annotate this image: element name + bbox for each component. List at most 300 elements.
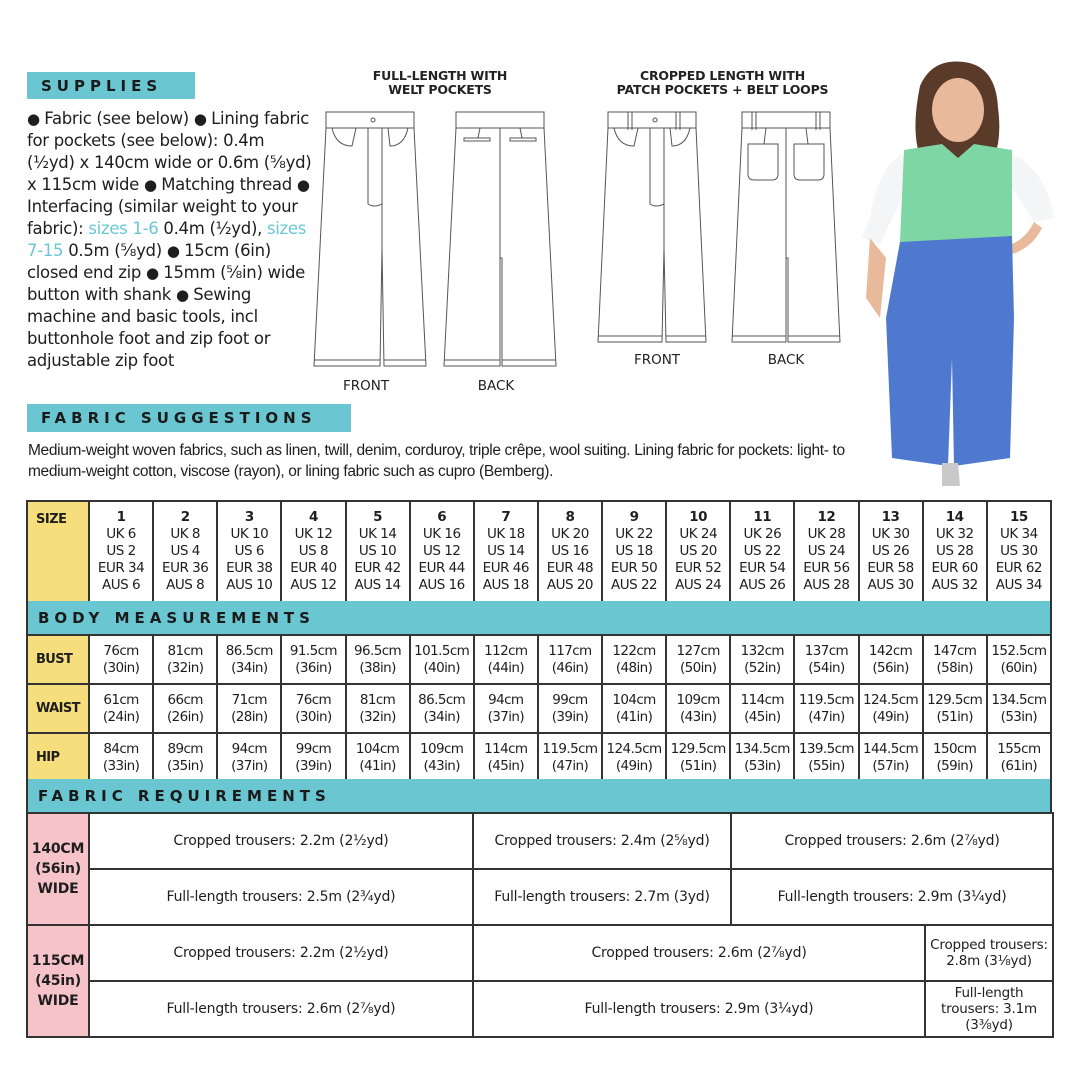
size-num: 13 [881,509,900,525]
size-aus: AUS 6 [102,577,141,593]
req-140-full-sizes-7-10: Full-length trousers: 2.7m (3yd) [473,869,731,925]
measurement-cm: 152.5cm [991,642,1047,659]
measurement-row-bust [27,635,1051,684]
measurement-in: (26in) [166,708,204,725]
measurement-cm: 71cm [231,691,267,708]
size-uk: UK 14 [358,526,397,542]
measurement-cm: 144.5cm [863,740,919,757]
measurement-in: (41in) [615,708,653,725]
measurement-cell [538,733,602,782]
measurement-cm: 86.5cm [418,691,466,708]
measurement-cell [859,684,923,733]
measurement-cm: 155cm [997,740,1041,757]
measurement-in: (30in) [295,708,332,725]
size-cell-6 [410,501,474,602]
size-uk: UK 22 [615,526,653,542]
bullet-icon: ● [193,110,212,128]
measurement-cell [346,684,410,733]
size-aus: AUS 14 [354,577,401,593]
size-uk: UK 34 [1000,526,1038,542]
size-num: 2 [180,509,190,525]
measurement-cm: 81cm [167,642,203,659]
cropped-back-label: BACK [767,352,805,368]
measurement-cm: 66cm [167,691,203,708]
size-num: 3 [244,509,254,525]
req-140-full-row [27,869,1053,925]
measurement-cm: 114cm [740,691,784,708]
measurement-label: BUST [27,635,89,684]
req-140-full-sizes-11-15: Full-length trousers: 2.9m (3¼yd) [731,869,1053,925]
size-aus: AUS 22 [610,577,658,593]
measurement-cm: 122cm [612,642,656,659]
measurement-in: (34in) [231,659,268,676]
cropped-title [590,69,855,97]
measurement-row-waist [27,684,1051,733]
measurement-cell [794,684,858,733]
measurement-cell [923,684,987,733]
fabric-requirements-table [26,812,1054,1038]
measurement-cm: 124.5cm [863,691,919,708]
size-range-highlight: sizes 1-6 [88,219,159,238]
full-back-label: BACK [477,378,515,394]
size-num: 14 [945,509,964,525]
size-eur: EUR 36 [162,560,209,576]
size-uk: UK 30 [871,526,910,542]
supplies-text-segment: Interfacing (similar weight to your fabric): [27,197,298,238]
size-range-highlight: sizes 7-15 [27,219,307,260]
cropped-back-sketch [726,108,846,348]
width-115-line2: (45in) [35,973,81,989]
req-115-cropped-sizes-1-6: Cropped trousers: 2.2m (2½yd) [89,925,473,981]
measurement-in: (56in) [872,659,909,676]
req-115-cropped-row [27,925,1053,981]
measurement-in: (40in) [423,659,460,676]
measurement-in: (37in) [231,757,268,774]
full-front-label: FRONT [342,378,390,394]
size-uk: UK 32 [935,526,974,542]
measurement-cm: 112cm [484,642,528,659]
measurement-in: (32in) [166,659,204,676]
bullet-icon: ● [27,110,45,128]
measurement-cm: 109cm [676,691,720,708]
measurement-in: (44in) [487,659,525,676]
size-cell-10 [666,501,730,602]
size-cell-7 [474,501,538,602]
bullet-icon: ● [146,264,164,282]
measurement-cell [730,635,794,684]
req-140-cropped-row [27,813,1053,869]
measurement-in: (51in) [679,757,717,774]
measurement-in: (43in) [679,708,717,725]
measurement-in: (35in) [166,757,204,774]
size-uk: UK 26 [743,526,782,542]
size-eur: EUR 50 [610,560,658,576]
req-115-cropped-sizes-7-14: Cropped trousers: 2.6m (2⅞yd) [473,925,925,981]
size-cell-13 [859,501,923,602]
req-115-full-size-15: Full-length trousers: 3.1m (3⅜yd) [925,981,1053,1037]
fabric-requirements-heading: FABRIC REQUIREMENTS [26,779,1052,813]
measurement-cm: 114cm [484,740,528,757]
supplies-text-segment: Matching thread [161,175,297,194]
size-uk: UK 28 [807,526,846,542]
size-us: US 26 [871,543,910,559]
measurement-cm: 91.5cm [289,642,337,659]
measurement-cell [987,684,1051,733]
size-cell-4 [281,501,345,602]
supplies-text-segment: 0.4m (½yd), [158,219,267,238]
measurement-in: (32in) [359,708,396,725]
full-length-title-line1: FULL-LENGTH WITH [372,68,508,83]
size-us: US 28 [935,543,974,559]
size-cell-15 [987,501,1051,602]
measurement-cell [730,733,794,782]
req-115-full-sizes-7-14: Full-length trousers: 2.9m (3¼yd) [473,981,925,1037]
measurement-in: (60in) [1000,659,1038,676]
model-shoe [942,463,960,486]
body-measurements-table [26,634,1052,783]
width-115-label [27,925,89,1037]
measurement-row-hip [27,733,1051,782]
measurement-in: (41in) [359,757,396,774]
width-140-line2: (56in) [35,861,81,877]
measurement-in: (61in) [1000,757,1038,774]
measurement-in: (47in) [808,708,845,725]
size-us: US 20 [679,543,717,559]
size-cell-14 [923,501,987,602]
size-aus: AUS 8 [166,577,205,593]
measurement-cm: 84cm [103,740,139,757]
measurement-cell [217,635,281,684]
size-us: US 4 [170,543,200,559]
supplies-text-segment: Lining fabric for pockets (see below): 0.4m (½yd) x 140cm wide or 0.6m (⅝yd) x 115cm wide [27,109,312,194]
measurement-cell [730,684,794,733]
full-length-title-line2: WELT POCKETS [388,82,492,97]
req-140-cropped-sizes-1-6: Cropped trousers: 2.2m (2½yd) [89,813,473,869]
size-num: 4 [308,509,318,525]
size-cell-11 [730,501,794,602]
measurement-cm: 76cm [295,691,332,708]
measurement-in: (59in) [936,757,973,774]
measurement-in: (36in) [295,659,332,676]
measurement-cell [602,733,666,782]
size-cell-8 [538,501,602,602]
size-eur: EUR 62 [995,560,1042,576]
measurement-cm: 119.5cm [542,740,598,757]
measurement-cell [281,733,345,782]
measurement-in: (43in) [423,757,460,774]
supplies-heading: SUPPLIES [27,72,195,99]
supplies-text-segment: Sewing machine and basic tools, incl buttonhole foot and zip foot or adjustable zip foot [27,285,271,370]
size-aus: AUS 16 [418,577,465,593]
measurement-cm: 117cm [548,642,592,659]
size-num: 1 [116,509,126,525]
measurement-cell [859,635,923,684]
measurement-in: (45in) [744,708,781,725]
body-measurements-heading: BODY MEASUREMENTS [26,601,1052,635]
model-photo [862,58,1062,498]
measurement-cell [217,733,281,782]
size-us: US 8 [298,543,329,559]
measurement-cm: 104cm [355,740,400,757]
measurement-cm: 129.5cm [927,691,983,708]
size-num: 8 [565,509,575,525]
width-115-line1: 115CM [31,953,85,969]
measurement-in: (54in) [808,659,845,676]
size-aus: AUS 30 [867,577,914,593]
measurement-cell [538,635,602,684]
size-row [27,501,1051,602]
size-eur: EUR 48 [546,560,594,576]
req-115-full-row [27,981,1053,1037]
measurement-cm: 119.5cm [798,691,854,708]
bullet-icon: ● [166,242,185,260]
size-aus: AUS 32 [931,577,978,593]
size-uk: UK 20 [551,526,589,542]
size-us: US 12 [422,543,461,559]
measurement-cm: 137cm [804,642,849,659]
size-aus: AUS 10 [226,577,273,593]
size-aus: AUS 28 [803,577,850,593]
size-eur: EUR 42 [354,560,401,576]
measurement-cell [538,684,602,733]
size-uk: UK 10 [230,526,269,542]
measurement-cell [217,684,281,733]
measurement-cell [602,684,666,733]
full-length-title [330,69,550,97]
size-us: US 14 [487,543,525,559]
supplies-text-segment: Fabric (see below) [44,109,194,128]
measurement-cell [666,733,730,782]
measurement-in: (45in) [487,757,525,774]
width-140-line1: 140CM [31,841,85,857]
size-uk: UK 18 [486,526,525,542]
measurement-in: (46in) [551,659,589,676]
measurement-cell [859,733,923,782]
measurement-cell [89,635,153,684]
size-uk: UK 24 [679,526,718,542]
measurement-cm: 134.5cm [991,691,1047,708]
measurement-cell [666,635,730,684]
measurement-in: (30in) [102,659,140,676]
size-uk: UK 12 [294,526,333,542]
full-length-front-sketch [310,108,430,373]
size-us: US 6 [234,543,264,559]
size-us: US 18 [615,543,653,559]
measurement-cm: 150cm [933,740,977,757]
model-trousers [886,236,1014,466]
measurement-cm: 81cm [359,691,396,708]
measurement-cell [89,733,153,782]
size-num: 10 [689,509,708,525]
measurement-cm: 142cm [868,642,913,659]
model-face [932,78,984,142]
measurement-cm: 129.5cm [670,740,726,757]
measurement-cm: 86.5cm [225,642,273,659]
measurement-cell [410,684,474,733]
size-label: SIZE [27,501,89,602]
measurement-cm: 94cm [488,691,524,708]
size-cell-12 [794,501,858,602]
size-us: US 30 [1000,543,1038,559]
measurement-in: (47in) [551,757,589,774]
measurement-in: (34in) [423,708,460,725]
measurement-cell [602,635,666,684]
size-uk: UK 8 [170,526,200,542]
size-eur: EUR 46 [482,560,529,576]
cropped-title-line2: PATCH POCKETS + BELT LOOPS [616,82,829,97]
size-eur: EUR 60 [931,560,978,576]
measurement-cell [346,733,410,782]
measurement-cm: 124.5cm [606,740,662,757]
size-num: 12 [817,509,836,525]
measurement-cell [474,733,538,782]
size-eur: EUR 38 [226,560,273,576]
cropped-front-label: FRONT [633,352,681,368]
size-cell-9 [602,501,666,602]
size-eur: EUR 58 [867,560,914,576]
measurement-cell [474,635,538,684]
full-length-back-sketch [440,108,560,373]
size-eur: EUR 40 [290,560,337,576]
measurement-cell [474,684,538,733]
measurement-cell [794,733,858,782]
measurement-cm: 61cm [103,691,139,708]
measurement-in: (37in) [487,708,525,725]
bullet-icon: ● [296,176,310,194]
size-num: 7 [501,509,511,525]
req-140-full-sizes-1-6: Full-length trousers: 2.5m (2¾yd) [89,869,473,925]
measurement-cm: 134.5cm [734,740,790,757]
size-num: 15 [1009,509,1028,525]
cropped-front-sketch [592,108,712,348]
measurement-in: (58in) [936,659,973,676]
supplies-text-segment: 15mm (⅝in) wide button with shank [27,263,306,304]
width-140-label [27,813,89,925]
size-aus: AUS 20 [546,577,594,593]
size-eur: EUR 54 [739,560,786,576]
measurement-cell [987,635,1051,684]
measurement-cm: 89cm [167,740,203,757]
req-115-cropped-size-15: Cropped trousers: 2.8m (3⅛yd) [925,925,1053,981]
measurement-in: (55in) [808,757,845,774]
req-140-cropped-sizes-7-10: Cropped trousers: 2.4m (2⅝yd) [473,813,731,869]
measurement-cm: 99cm [295,740,332,757]
bullet-icon: ● [143,176,162,194]
measurement-label: WAIST [27,684,89,733]
size-cell-1 [89,501,153,602]
measurement-cm: 104cm [612,691,656,708]
size-eur: EUR 56 [803,560,850,576]
measurement-in: (28in) [231,708,268,725]
size-uk: UK 6 [106,526,136,542]
size-eur: EUR 52 [675,560,722,576]
measurement-in: (49in) [872,708,909,725]
measurement-cm: 76cm [103,642,139,659]
size-num: 6 [437,509,447,525]
size-aus: AUS 18 [482,577,529,593]
measurement-cm: 101.5cm [414,642,470,659]
measurement-in: (57in) [872,757,909,774]
width-140-line3: WIDE [37,881,79,897]
measurement-cell [410,733,474,782]
measurement-cm: 96.5cm [354,642,402,659]
size-us: US 24 [807,543,846,559]
size-aus: AUS 34 [995,577,1042,593]
size-num: 11 [753,509,772,525]
measurement-in: (51in) [936,708,973,725]
size-aus: AUS 24 [675,577,722,593]
size-us: US 2 [106,543,136,559]
measurement-in: (53in) [1000,708,1038,725]
size-us: US 16 [551,543,589,559]
supplies-list [27,108,312,372]
measurement-cell [281,635,345,684]
size-uk: UK 16 [422,526,461,542]
measurement-cell [153,635,217,684]
width-115-line3: WIDE [37,993,79,1009]
measurement-cm: 127cm [676,642,720,659]
measurement-in: (48in) [615,659,653,676]
req-140-cropped-sizes-11-15: Cropped trousers: 2.6m (2⅞yd) [731,813,1053,869]
measurement-in: (39in) [295,757,332,774]
measurement-cell [281,684,345,733]
measurement-cm: 99cm [552,691,588,708]
fabric-suggestions-text: Medium-weight woven fabrics, such as linen, twill, denim, corduroy, triple crêpe, wool suiting. Lining fabric for pockets: light- to medium-weight cotton, viscose (rayon), or lining fabric such as cupro (Bemberg). [28,442,845,480]
size-cell-3 [217,501,281,602]
measurement-cell [666,684,730,733]
size-num: 9 [629,509,639,525]
supplies-text-segment: 0.5m (⅝yd) [63,241,167,260]
bullet-icon: ● [175,286,194,304]
measurement-in: (33in) [102,757,140,774]
req-115-full-sizes-1-6: Full-length trousers: 2.6m (2⅞yd) [89,981,473,1037]
measurement-in: (49in) [615,757,653,774]
size-table [26,500,1052,603]
supplies-text-segment: 15cm (6in) closed end zip [27,241,271,282]
cropped-title-line1: CROPPED LENGTH WITH [640,68,805,83]
measurement-cell [923,733,987,782]
measurement-label: HIP [27,733,89,782]
measurement-in: (39in) [551,708,589,725]
measurement-cell [410,635,474,684]
fabric-suggestions-heading: FABRIC SUGGESTIONS [27,404,351,432]
measurement-cm: 139.5cm [798,740,854,757]
size-cell-2 [153,501,217,602]
size-cell-5 [346,501,410,602]
measurement-in: (50in) [679,659,717,676]
measurement-cell [923,635,987,684]
measurement-in: (53in) [744,757,781,774]
measurement-cell [89,684,153,733]
measurement-in: (24in) [102,708,140,725]
measurement-cm: 147cm [933,642,977,659]
size-us: US 10 [358,543,397,559]
measurement-cm: 94cm [231,740,267,757]
measurement-in: (52in) [744,659,781,676]
size-num: 5 [373,509,383,525]
measurement-cell [153,733,217,782]
size-eur: EUR 44 [418,560,465,576]
size-aus: AUS 26 [739,577,786,593]
measurement-cm: 109cm [420,740,464,757]
measurement-cell [794,635,858,684]
measurement-cm: 132cm [740,642,784,659]
measurement-cell [987,733,1051,782]
size-us: US 22 [743,543,782,559]
size-aus: AUS 12 [290,577,337,593]
size-eur: EUR 34 [97,560,145,576]
measurement-cell [346,635,410,684]
